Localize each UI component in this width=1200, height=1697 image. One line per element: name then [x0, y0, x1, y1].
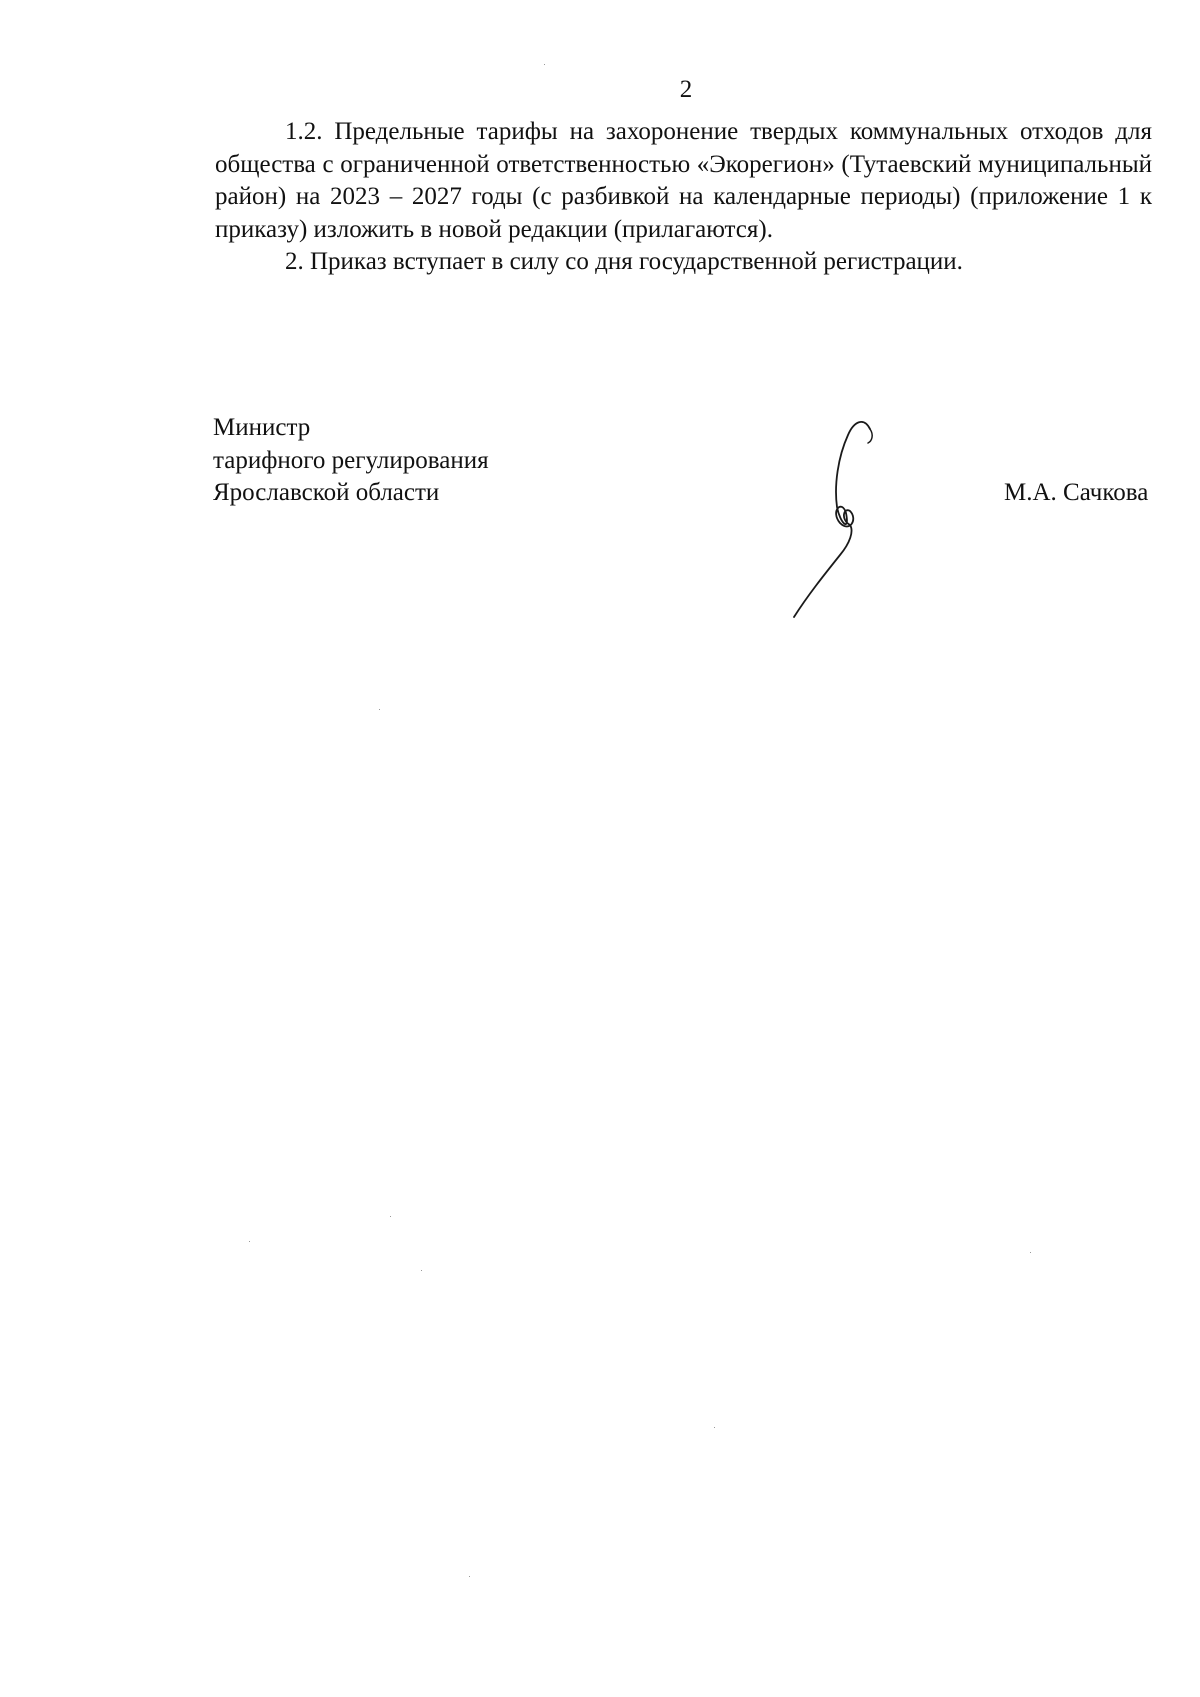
signer-position: [213, 412, 489, 510]
handwritten-signature: [780, 415, 900, 625]
scan-speck: [421, 1270, 422, 1271]
scan-speck: [714, 1427, 715, 1428]
scan-speck: [249, 1241, 250, 1242]
document-body: [215, 116, 1152, 279]
scan-speck: [379, 709, 380, 710]
scan-speck: [469, 1576, 470, 1577]
paragraph-2: 2. Приказ вступает в силу со дня государственной регистрации.: [285, 248, 963, 275]
scan-speck: [390, 1216, 391, 1217]
scan-speck: [1030, 1252, 1031, 1253]
signer-position-line: Министр: [213, 414, 311, 441]
paragraph-1-2: 1.2. Предельные тарифы на захоронение твердых коммунальных отходов для общества с ограниченной ответственностью «Экорегион» (Тутаевский муниципальный район) на 2023 – 2027 годы (с разбивкой на календарные периоды) (приложение 1 к приказу) изложить в новой редакции (прилагаются).: [215, 118, 1152, 243]
signer-position-line: тарифного регулирования: [213, 446, 489, 474]
signer-name: М.А. Сачкова: [1004, 479, 1149, 506]
scan-speck: [544, 64, 545, 65]
page-number: 2: [679, 76, 693, 103]
signer-position-line: Ярославской области: [213, 479, 440, 506]
